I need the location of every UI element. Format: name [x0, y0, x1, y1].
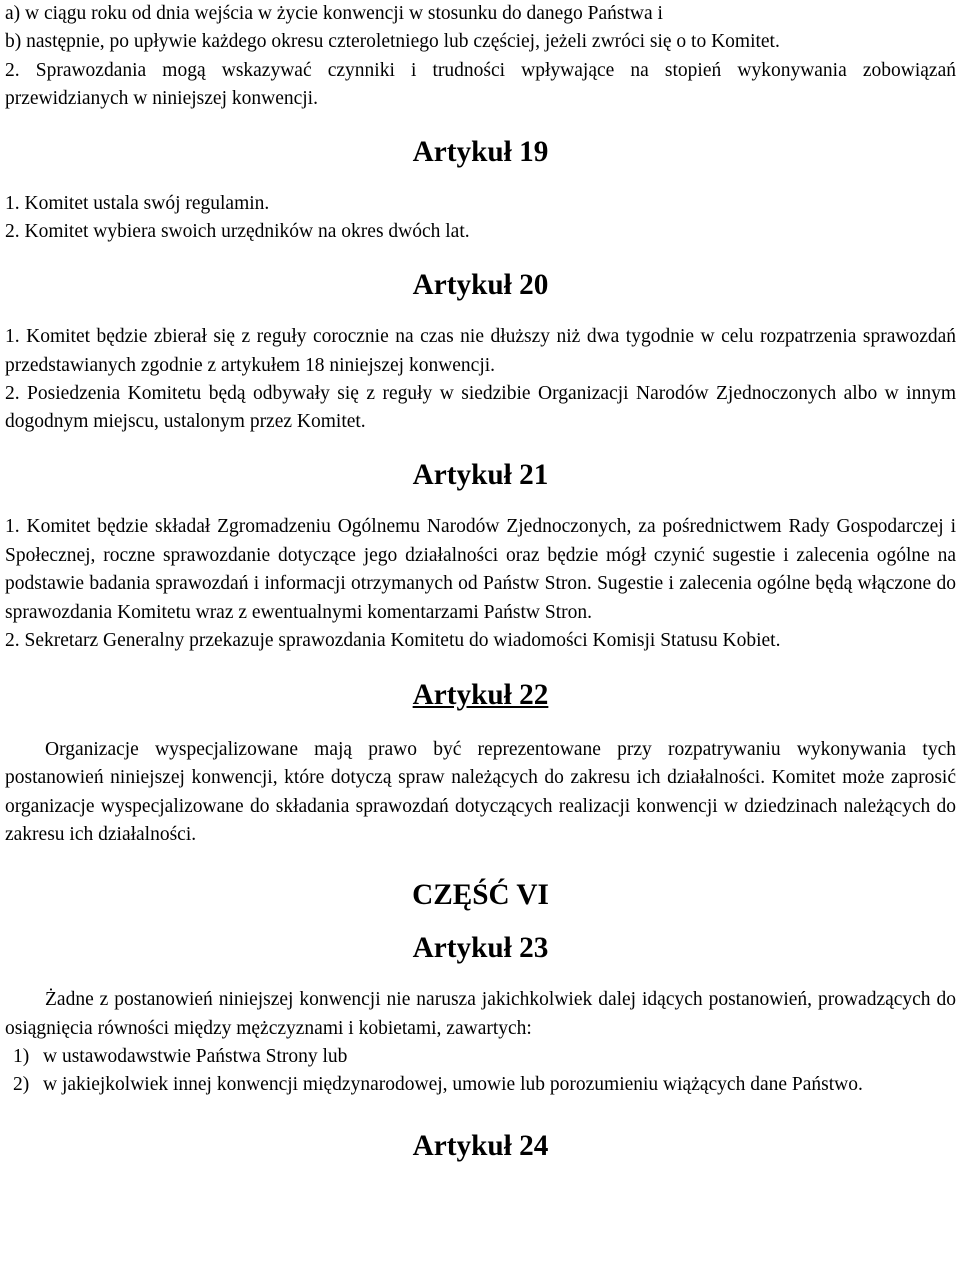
- intro-line-a: a) w ciągu roku od dnia wejścia w życie konwencji w stosunku do danego Państwa i: [5, 3, 663, 24]
- intro-paragraph-2: 2. Sprawozdania mogą wskazywać czynniki i trudności wpływające na stopień wykonywania zobowiązań przewidzianych w niniejszej konwencji.: [5, 59, 956, 110]
- article-23-paragraph: [5, 986, 956, 1043]
- article-19-heading: Artykuł 19: [412, 135, 549, 168]
- article-19-paragraph-2: 2. Komitet wybiera swoich urzędników na okres dwóch lat.: [5, 221, 470, 243]
- article-22-text: Organizacje wyspecjalizowane mają prawo być reprezentowane przy rozpatrywaniu wykonywania tych postanowień niniejszej konwencji, które dotyczą spraw należących do zakresu ich działalności. Komitet może zaprosić organizacje wyspecjalizowane do składania sprawozdań dotyczących realizacji konwencji w dziedzinach należących do zakresu ich działalności.: [5, 738, 956, 845]
- article-22-paragraph: [5, 736, 956, 850]
- article-19-paragraph-1: 1. Komitet ustala swój regulamin.: [5, 193, 270, 215]
- article-24-heading: Artykuł 24: [412, 1129, 549, 1162]
- article-20-heading: Artykuł 20: [412, 268, 549, 301]
- list-item-number: 1): [13, 1045, 30, 1067]
- article-20-paragraph-2: 2. Posiedzenia Komitetu będą odbywały się z reguły w siedzibie Organizacji Narodów Zjednoczonych albo w innym dogodnym miejscu, ustalonym przez Komitet.: [5, 383, 956, 433]
- list-item-text: w ustawodawstwie Państwa Strony lub: [43, 1045, 348, 1067]
- part-6-heading: CZĘŚĆ VI: [412, 879, 549, 912]
- article-20-paragraph-1: 1. Komitet będzie zbierał się z reguły corocznie na czas nie dłuższy niż dwa tygodnie w celu rozpatrzenia sprawozdań przedstawianych zgodnie z artykułem 18 niniejszej konwencji.: [5, 326, 956, 376]
- article-21-heading: Artykuł 21: [412, 458, 549, 491]
- list-item-text: w jakiejkolwiek innej konwencji międzynarodowej, umowie lub porozumieniu wiążących dane Państwo.: [43, 1074, 863, 1096]
- list-item: [5, 1043, 956, 1071]
- intro-line-b: b) następnie, po upływie każdego okresu czteroletniego lub częściej, jeżeli zwróci się o to Komitet.: [5, 31, 780, 53]
- article-23-heading: Artykuł 23: [412, 931, 549, 964]
- article-23-text: Żadne z postanowień niniejszej konwencji nie narusza jakichkolwiek dalej idących postanowień, prowadzących do osiągnięcia równości między mężczyznami i kobietami, zawartych:: [5, 989, 956, 1039]
- article-21-paragraph-1: 1. Komitet będzie składał Zgromadzeniu Ogólnemu Narodów Zjednoczonych, za pośrednictwem Rady Gospodarczej i Społecznej, roczne sprawozdanie dotyczące jego działalności oraz będzie mógł czynić sugestie i zalecenia ogólne na podstawie badania sprawozdań i informacji otrzymanych od Państw Stron. Sugestie i zalecenia ogólne będą włączone do sprawozdania Komitetu wraz z ewentualnymi komentarzami Państw Stron.: [5, 516, 956, 623]
- article-22-heading: Artykuł 22: [412, 679, 549, 712]
- list-item: [5, 1071, 956, 1099]
- list-item-number: 2): [13, 1074, 30, 1096]
- article-21-paragraph-2: 2. Sekretarz Generalny przekazuje sprawozdania Komitetu do wiadomości Komisji Statusu Kobiet.: [5, 629, 781, 651]
